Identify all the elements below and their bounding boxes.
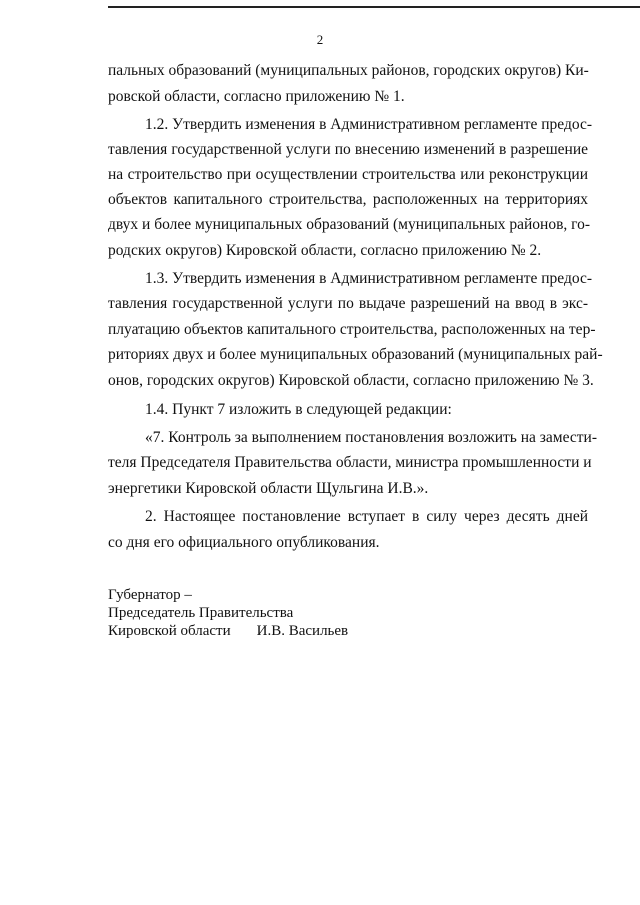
text-line: объектов капитального строительства, расположенных на территориях [108,191,588,208]
text-line: энергетики Кировской области Щульгина И.В.». [108,480,429,497]
text-line: 1.4. Пункт 7 изложить в следующей редакции: [145,401,452,418]
signature-line [108,622,348,640]
text-line: пальных образований (муниципальных районов, городских округов) Ки- [108,62,589,79]
text-line: 1.2. Утвердить изменения в Административном регламенте предос- [145,116,593,133]
text-line: 2. Настоящее постановление вступает в силу через десять дней [145,508,588,525]
signatory-name: И.В. Васильев [256,623,349,639]
text-line: «7. Контроль за выполнением постановления возложить на замести- [145,429,597,446]
text-line: на строительство при осуществлении строительства или реконструкции [108,166,588,183]
signature-position: Председатель Правительства [108,605,294,621]
text-line: тавления государственной услуги по внесению изменений в разрешение [108,141,588,158]
signature-title: Губернатор – [108,587,192,603]
page-number: 2 [316,32,324,47]
text-line: плуатацию объектов капитального строительства, расположенных на тер- [108,321,596,338]
top-rule [108,6,640,8]
text-line: двух и более муниципальных образований (муниципальных районов, го- [108,216,591,233]
text-line: риториях двух и более муниципальных образований (муниципальных рай- [108,346,603,363]
text-line: ровской области, согласно приложению № 1. [108,88,405,105]
text-line: онов, городских округов) Кировской области, согласно приложению № 3. [108,372,594,389]
signature-org: Кировской области [108,623,231,639]
text-line: 1.3. Утвердить изменения в Административном регламенте предос- [145,270,593,287]
text-line: тавления государственной услуги по выдаче разрешений на ввод в экс- [108,295,588,312]
text-line: родских округов) Кировской области, согласно приложению № 2. [108,242,542,259]
text-line: теля Председателя Правительства области, министра промышленности и [108,454,592,471]
text-line: со дня его официального опубликования. [108,534,380,551]
